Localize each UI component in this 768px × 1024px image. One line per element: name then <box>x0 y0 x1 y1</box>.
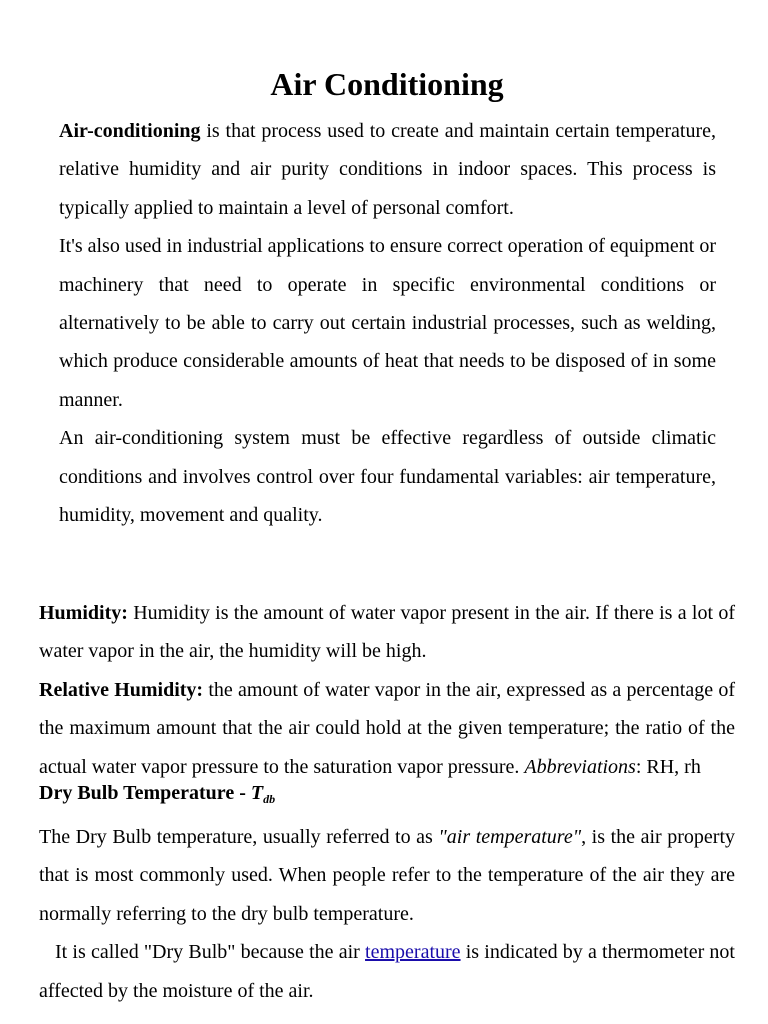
abbreviations-label: Abbreviations <box>524 755 636 778</box>
dry-bulb-symbol: T <box>250 782 264 805</box>
dry-bulb-heading-text: Dry Bulb Temperature - <box>39 782 251 805</box>
air-conditioning-term: Air-conditioning <box>59 120 201 142</box>
dry-bulb-p1-before: The Dry Bulb temperature, usually referred to as <box>39 826 439 849</box>
relative-humidity-definition <box>39 671 735 786</box>
intro-paragraph-2: It's also used in industrial applications to ensure correct operation of equipment or machinery that need to operate in specific environmental conditions or alternatively to be able to carry out certain industrial processes, such as welding, which produce considerable amounts of heat that needs to be disposed of in some manner. <box>59 235 716 411</box>
definitions-section <box>39 594 735 1010</box>
page-title: Air Conditioning <box>270 66 504 102</box>
relative-humidity-text: the amount of water vapor in the air, expressed as a percentage of the maximum amount that the air could hold at the given temperature; the ratio of the actual water vapor pressure to the saturation vapor pressure. <box>39 678 735 778</box>
dry-bulb-p2-after: is indicated by a thermometer not affected by the moisture of the air. <box>39 941 735 1002</box>
humidity-definition <box>39 594 735 671</box>
humidity-text: Humidity is the amount of water vapor present in the air. If there is a lot of water vapor in the air, the humidity will be high. <box>39 602 735 663</box>
dry-bulb-paragraph-1 <box>39 818 735 933</box>
dry-bulb-paragraph-2 <box>39 933 735 1010</box>
dry-bulb-p1-after: , is the air property that is most commonly used. When people refer to the temperature of the air they are normally referring to the dry bulb temperature. <box>39 826 735 925</box>
intro-paragraph-1-text: is that process used to create and maintain certain temperature, relative humidity and air purity conditions in indoor spaces. This process is typically applied to maintain a level of personal comfort. <box>59 120 716 219</box>
air-temperature-quote: "air temperature" <box>438 826 582 849</box>
abbreviations-value: : RH, rh <box>635 755 701 778</box>
dry-bulb-subscript: db <box>263 792 276 807</box>
intro-paragraph-1 <box>59 112 716 227</box>
intro-section <box>59 112 716 534</box>
dry-bulb-p2-before: It is called "Dry Bulb" because the air <box>55 941 366 964</box>
intro-paragraph-3: An air-conditioning system must be effective regardless of outside climatic conditions and involves control over four fundamental variables: air temperature, humidity, movement and quality. <box>59 427 716 527</box>
humidity-term: Humidity: <box>39 602 128 624</box>
temperature-link[interactable]: temperature <box>365 941 461 964</box>
relative-humidity-term: Relative Humidity: <box>39 678 204 701</box>
